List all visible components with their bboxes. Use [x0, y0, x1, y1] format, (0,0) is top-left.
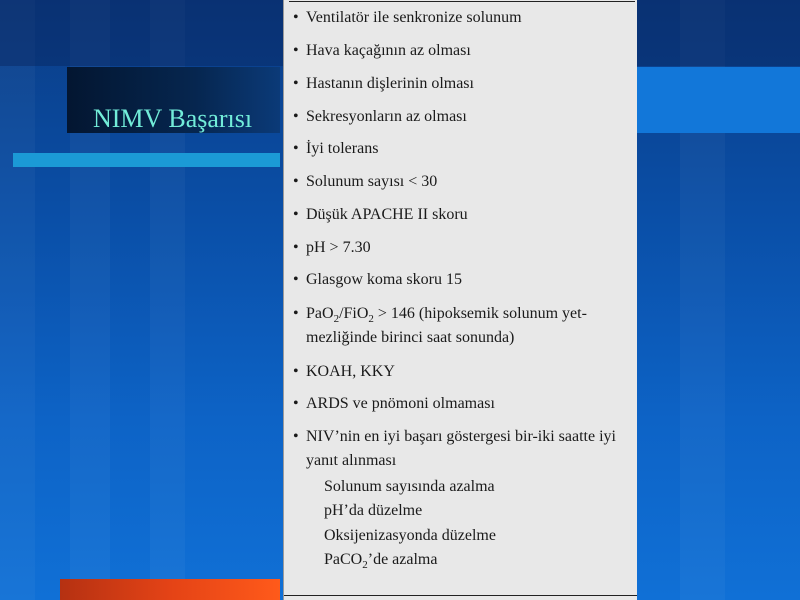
criterion-item	[293, 203, 635, 227]
pao2-threshold: > 146 (hipoksemik solunum yet-	[373, 305, 587, 322]
bullet: •	[293, 42, 299, 59]
criterion-text: Solunum sayısı < 30	[306, 173, 438, 190]
criterion-item	[293, 392, 635, 416]
bullet: •	[293, 9, 299, 26]
criterion-text: ARDS ve pnömoni olmaması	[306, 395, 495, 412]
criterion-item	[293, 105, 635, 129]
criterion-text: pH > 7.30	[306, 239, 371, 256]
criteria-panel	[283, 0, 637, 600]
bullet: •	[293, 428, 299, 445]
criterion-item	[293, 360, 635, 384]
bullet: •	[293, 239, 299, 256]
bullet: •	[293, 363, 299, 380]
panel-top-rule	[289, 1, 635, 2]
criterion-text: Hava kaçağının az olması	[306, 42, 471, 59]
right-accent-band	[637, 67, 800, 133]
bullet: •	[293, 140, 299, 157]
criterion-text: Sekresyonların az olması	[306, 108, 467, 125]
bullet: •	[293, 108, 299, 125]
criterion-item	[293, 170, 635, 194]
criterion-item-niv	[293, 425, 635, 473]
subscript: 2	[362, 559, 368, 571]
fio2-label: /FiO	[339, 305, 369, 322]
criterion-item	[293, 137, 635, 161]
bullet: •	[293, 305, 299, 322]
criterion-item	[293, 72, 635, 96]
criterion-text: Ventilatör ile senkronize solunum	[306, 9, 522, 26]
paco2-label: PaCO	[324, 551, 363, 568]
bullet: •	[293, 206, 299, 223]
sub-item: Oksijenizasyonda düzelme	[324, 527, 496, 544]
sub-item-paco2	[324, 548, 437, 572]
niv-continuation: yanıt alınması	[306, 452, 397, 469]
paco2-text: ’de azalma	[367, 551, 438, 568]
bullet: •	[293, 271, 299, 288]
criterion-item	[293, 268, 635, 292]
bullet: •	[293, 75, 299, 92]
sub-item: pH’da düzelme	[324, 502, 423, 519]
pao2-continuation: mezliğinde birinci saat sonunda)	[306, 329, 515, 346]
criterion-item	[293, 6, 635, 30]
criterion-item	[293, 39, 635, 63]
criterion-text: Düşük APACHE II skoru	[306, 206, 468, 223]
criterion-text: Glasgow koma skoru 15	[306, 271, 462, 288]
bullet: •	[293, 395, 299, 412]
subscript: 2	[333, 313, 340, 325]
niv-text: NIV’nin en iyi başarı göstergesi bir-iki saatte iyi	[306, 428, 616, 445]
panel-bottom-rule	[284, 595, 637, 596]
bullet: •	[293, 173, 299, 190]
orange-accent-bar	[60, 579, 280, 600]
cyan-accent-bar	[13, 153, 280, 167]
criterion-item-pao2	[293, 302, 635, 350]
background-stripe	[0, 0, 35, 600]
sub-item: Solunum sayısında azalma	[324, 478, 495, 495]
criterion-item	[293, 236, 635, 260]
criterion-text: İyi tolerans	[306, 140, 379, 157]
subscript: 2	[368, 313, 374, 325]
criterion-text: KOAH, KKY	[306, 363, 395, 380]
pao2-label: PaO	[306, 305, 334, 322]
slide-title: NIMV Başarısı	[93, 104, 253, 133]
criterion-text: Hastanın dişlerinin olması	[306, 75, 474, 92]
